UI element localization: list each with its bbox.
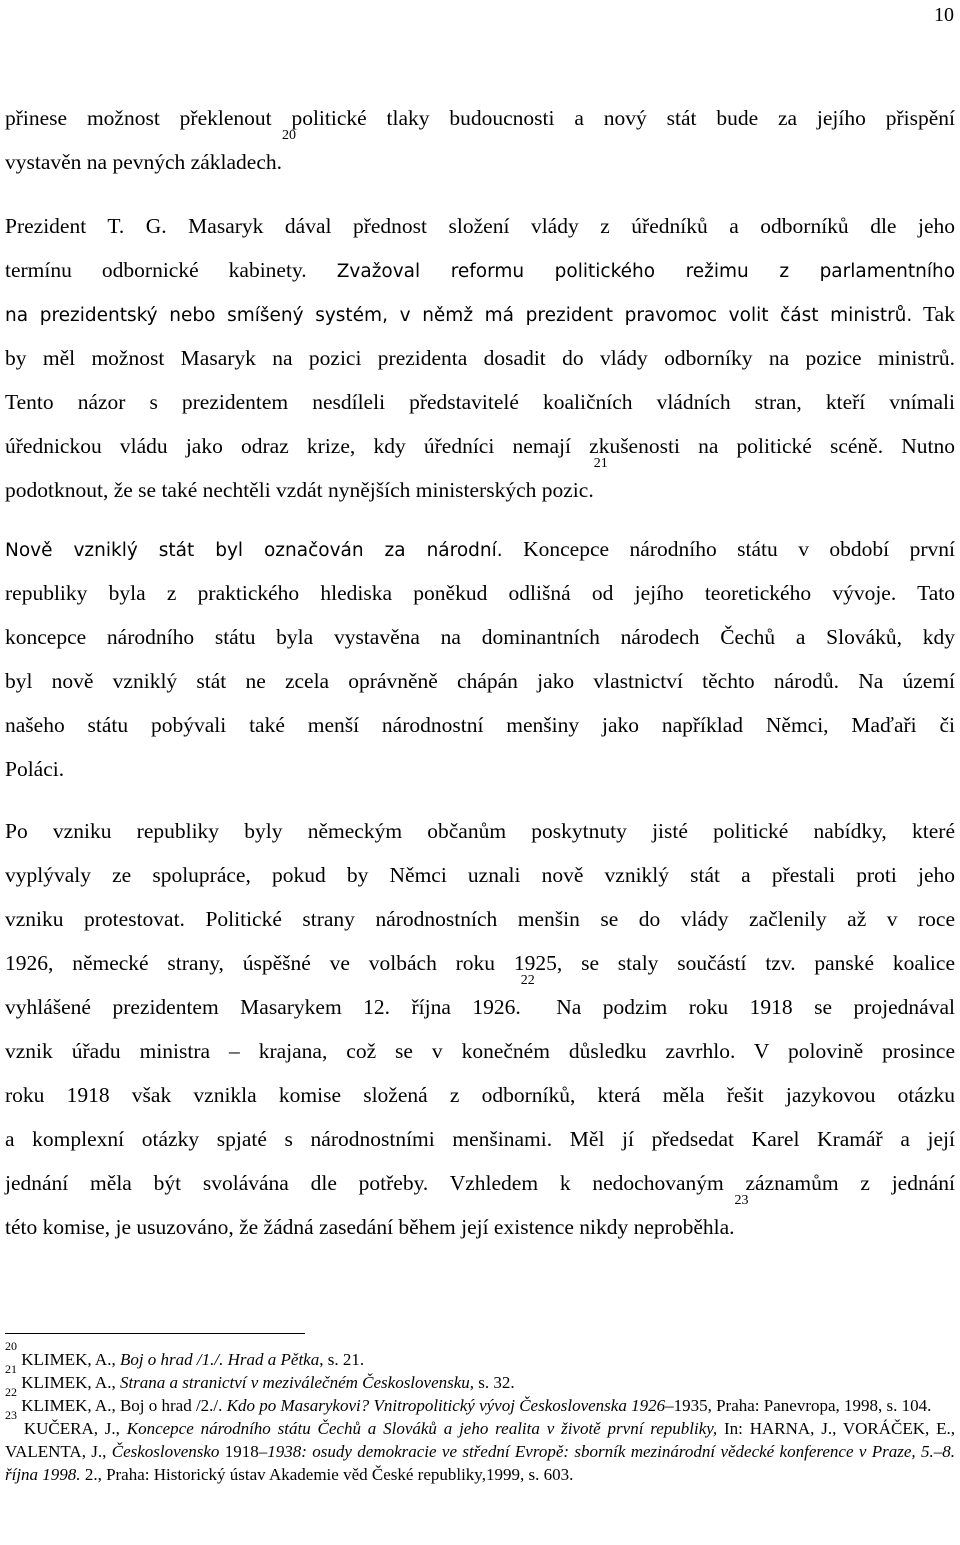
text-line	[5, 659, 955, 703]
footnote-23	[5, 1408, 955, 1486]
text-run: KUČERA, J.,	[23, 1419, 127, 1438]
text-run: Strana a stranictví v meziválečném Československu,	[119, 1373, 475, 1392]
footnote-ref: 20	[282, 128, 296, 143]
paragraph-4	[5, 809, 955, 1249]
text-line: Poláci.	[5, 757, 65, 781]
text-run: úřednickou vládu jako odraz krize, kdy úředníci nemají zkušenosti na politické scéně.	[5, 434, 884, 458]
text-run: Na podzim roku 1918 se projednával	[556, 995, 955, 1019]
text-run: Československo	[111, 1442, 225, 1461]
paragraph-1	[5, 96, 955, 184]
text-run: , s. 21.	[319, 1350, 365, 1369]
footnote-number: 22	[5, 1385, 17, 1399]
text-line: přinese možnost překlenout politické tlaky budoucnosti a nový stát bude za jejího přispění	[5, 106, 955, 130]
text-line	[5, 527, 955, 571]
footnote-ref: 23	[734, 1193, 749, 1208]
paragraph-2	[5, 204, 955, 512]
text-line	[5, 1117, 955, 1161]
footnote-ref: 21	[593, 456, 608, 471]
text-run: Zvažoval reformu politického režimu z parlamentního	[336, 261, 956, 282]
footnote-21	[5, 1362, 955, 1394]
text-run: vzniku protestovat.	[5, 907, 185, 931]
text-run: s. 32.	[474, 1373, 515, 1392]
text-run: a komplexní otázky spjaté s národnostními menšinami.	[5, 1127, 553, 1151]
text-line	[5, 1193, 955, 1249]
text-run: Na území	[858, 669, 955, 693]
footnote-ref: 22	[520, 973, 535, 988]
text-line: roku 1918 však vznikla komise složená z odborníků, která měla řešit jazykovou otázku	[5, 1083, 955, 1107]
text-run: 1918–	[224, 1442, 268, 1461]
text-run: vystavěn na pevných základech.	[5, 150, 282, 174]
text-line	[5, 292, 955, 336]
text-run: 2., Praha: Historický ústav Akademie věd České republiky,1999, s. 603.	[80, 1465, 574, 1484]
text-line	[5, 456, 955, 512]
text-line: Tento názor s prezidentem nesdíleli představitelé koaličních vládních stran, kteří vnímali	[5, 390, 955, 414]
text-line: 1926, německé strany, úspěšné ve volbách roku 1925, se staly součástí tzv. panské koalice	[5, 951, 955, 975]
page-number: 10	[934, 4, 954, 26]
text-line	[5, 128, 955, 184]
text-run: Kdo po Masarykovi? Vnitropolitický vývoj Československa 1926–	[226, 1396, 674, 1415]
text-run: 1935, Praha: Panevropa, 1998, s. 104.	[673, 1396, 932, 1415]
text-run: Nutno	[901, 434, 955, 458]
text-line	[5, 424, 955, 468]
text-line	[5, 973, 955, 1029]
paragraph-3	[5, 527, 955, 791]
text-run: Koncepce národního státu v období první	[523, 537, 956, 561]
text-line	[5, 571, 955, 615]
text-run: vznik úřadu ministra – krajana, což se v konečném důsledku zavrhlo.	[5, 1039, 736, 1063]
text-line: koncepce národního státu byla vystavěna na dominantních národech Čechů a Slováků, kdy	[5, 625, 955, 649]
footnote-20	[5, 1339, 955, 1371]
footnote-22	[5, 1385, 955, 1417]
text-run: 1938: osudy demokracie ve střední Evropě: sborník mezinárodní vědecké konference v Praze, 5.–8. října 1998.	[5, 1442, 955, 1484]
text-run: Boj o hrad /1./. Hrad a Pětka	[119, 1350, 320, 1369]
footnote-number: 20	[5, 1339, 17, 1353]
footnote-separator	[5, 1333, 305, 1334]
text-line	[5, 897, 955, 941]
text-run: In: HARNA, J., VORÁČEK, E., VALENTA, J.,	[5, 1419, 955, 1461]
footnote-number: 23	[5, 1408, 17, 1422]
text-run: termínu odbornické kabinety.	[5, 258, 307, 282]
text-run: této komise, je usuzováno, že žádná zasedání během její existence nikdy neproběhla.	[5, 1215, 735, 1239]
text-run: byl nově vzniklý stát ne zcela oprávněně chápán jako vlastnictví těchto národů.	[5, 669, 839, 693]
text-line: by měl možnost Masaryk na pozici prezidenta dosadit do vlády odborníky na pozice ministrů.	[5, 346, 955, 370]
text-line	[5, 248, 955, 292]
text-run: Tak	[923, 302, 955, 326]
text-run: jednání měla být svolávána dle potřeby.	[5, 1171, 429, 1195]
text-line	[5, 1029, 955, 1073]
text-run: KLIMEK, A., Boj o hrad /2./.	[21, 1396, 227, 1415]
text-line: vyplývaly ze spolupráce, pokud by Němci uznali nově vzniklý stát a přestali proti jeho	[5, 863, 955, 887]
text-line: Po vzniku republiky byly německým občanům poskytnuty jisté politické nabídky, které	[5, 819, 955, 843]
text-run: na prezidentský nebo smíšený systém, v němž má prezident pravomoc volit část ministrů.	[5, 305, 913, 326]
text-run: Nově vzniklý stát byl označován za národní.	[5, 540, 503, 561]
text-line: Prezident T. G. Masaryk dával přednost složení vlády z úředníků a odborníků dle jeho	[5, 214, 955, 238]
text-run: Koncepce národního státu Čechů a Slováků a jeho realita v životě první republiky,	[126, 1419, 718, 1438]
text-run: vyhlášené prezidentem Masarykem 12. října 1926.	[5, 995, 521, 1019]
text-run: Politické strany národnostních menšin se do vlády začlenily až v roce	[205, 907, 955, 931]
text-line	[5, 1161, 955, 1205]
text-run: Tato	[917, 581, 955, 605]
text-run: KLIMEK, A.,	[21, 1373, 120, 1392]
footnotes	[5, 1339, 955, 1486]
text-run: V polovině prosince	[753, 1039, 955, 1063]
text-line: našeho státu pobývali také menší národnostní menšiny jako například Němci, Maďaři či	[5, 713, 955, 737]
text-run: Měl jí předsedat Karel Kramář a její	[569, 1127, 956, 1151]
footnote-number: 21	[5, 1362, 17, 1376]
text-run: podotknout, že se také nechtěli vzdát nynějších ministerských pozic.	[5, 478, 594, 502]
text-run: KLIMEK, A.,	[21, 1350, 120, 1369]
text-run: republiky byla z praktického hlediska poněkud odlišná od jejího teoretického vývoje.	[5, 581, 897, 605]
text-run: Vzhledem k nedochovaným záznamům z jednání	[449, 1171, 955, 1195]
